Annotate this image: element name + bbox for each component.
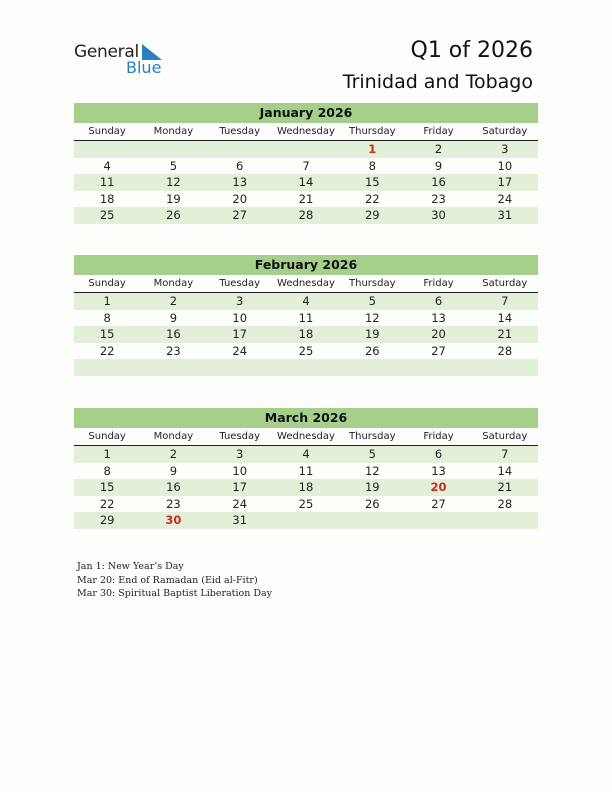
week-row: [74, 141, 538, 158]
day-cell: [273, 141, 339, 158]
day-cell: 29: [364, 208, 380, 223]
day-cell: 26: [364, 343, 380, 358]
day-cell: 24: [232, 496, 248, 511]
day-cell: [339, 512, 405, 529]
day-cell: 15: [364, 175, 380, 190]
day-cell: 4: [103, 158, 111, 173]
day-cell: 1: [368, 142, 377, 156]
weekday-label: Friday: [423, 431, 454, 442]
day-cell: 5: [368, 294, 376, 308]
day-cell: 2: [434, 142, 443, 156]
day-cell: 11: [99, 175, 115, 190]
day-cell: 13: [431, 463, 446, 478]
day-cell: 6: [236, 158, 244, 173]
day-cell: 21: [497, 480, 513, 495]
day-cell: 8: [368, 158, 376, 173]
day-cell: 1: [103, 447, 111, 461]
month-calendar: [74, 408, 538, 529]
day-cell: 28: [497, 496, 513, 511]
day-cell: 14: [497, 463, 513, 478]
week-row: [74, 191, 538, 208]
day-cell: [140, 141, 206, 158]
day-cell: 25: [99, 208, 115, 223]
day-cell: 11: [298, 310, 314, 325]
day-cell: 27: [232, 208, 248, 223]
day-cell: 9: [434, 158, 443, 173]
day-cell: 30: [431, 208, 446, 223]
day-cell: 27: [431, 496, 446, 511]
day-cell: 3: [236, 447, 244, 461]
holiday-item: Mar 20: End of Ramadan (Eid al-Fitr): [77, 574, 258, 586]
day-cell: [472, 359, 538, 376]
day-cell: [140, 359, 206, 376]
week-row: [74, 158, 538, 175]
weekday-label: Monday: [153, 278, 194, 289]
day-cell: [207, 359, 273, 376]
day-cell: 20: [232, 191, 248, 206]
day-cell: 16: [166, 327, 181, 342]
day-cell: 30: [165, 513, 182, 528]
day-cell: 15: [99, 327, 115, 342]
day-cell: 26: [166, 208, 181, 223]
day-cell: 5: [169, 158, 178, 173]
weekday-label: Monday: [153, 126, 194, 137]
day-cell: 16: [431, 175, 446, 190]
weekday-header-row: [74, 123, 538, 141]
weekday-label: Sunday: [88, 431, 126, 442]
day-cell: 5: [368, 447, 376, 461]
day-cell: 22: [99, 496, 115, 511]
logo: [74, 42, 174, 78]
weekday-label: Sunday: [88, 278, 126, 289]
day-cell: 23: [431, 191, 446, 206]
holiday-item: Mar 30: Spiritual Baptist Liberation Day: [77, 588, 273, 599]
day-cell: 10: [232, 310, 248, 325]
day-cell: 2: [169, 294, 178, 308]
logo-general-text: General: [74, 42, 139, 62]
day-cell: [207, 141, 273, 158]
day-cell: 8: [103, 310, 111, 325]
day-cell: 18: [298, 327, 314, 342]
holiday-list: [77, 560, 272, 601]
week-row: [74, 479, 538, 496]
day-cell: 1: [103, 294, 111, 308]
day-cell: 16: [166, 480, 181, 495]
month-title: March 2026: [74, 408, 538, 428]
week-row: [74, 496, 538, 513]
weekday-label: Wednesday: [277, 126, 335, 137]
weekday-label: Wednesday: [277, 431, 335, 442]
day-cell: 14: [497, 310, 513, 325]
day-cell: 6: [434, 294, 443, 308]
month-title: January 2026: [74, 103, 538, 123]
day-cell: 9: [169, 310, 178, 325]
page-title: Q1 of 2026: [410, 38, 533, 63]
day-cell: 24: [232, 343, 248, 358]
day-cell: 12: [166, 175, 181, 190]
weekday-header-row: [74, 428, 538, 446]
month-calendar: [74, 255, 538, 376]
week-row: [74, 207, 538, 224]
logo-blue-text: Blue: [126, 58, 162, 77]
day-cell: 19: [166, 191, 181, 206]
day-cell: [405, 512, 471, 529]
day-cell: 21: [298, 191, 314, 206]
day-cell: 10: [497, 158, 513, 173]
day-cell: 4: [302, 294, 310, 308]
day-cell: 19: [364, 480, 380, 495]
day-cell: 9: [169, 463, 178, 478]
day-cell: [472, 512, 538, 529]
week-row: [74, 310, 538, 327]
day-cell: 18: [298, 480, 314, 495]
day-cell: 4: [302, 447, 310, 461]
weekday-label: Saturday: [482, 431, 528, 442]
day-cell: 7: [501, 294, 509, 308]
week-row: [74, 326, 538, 343]
week-row: [74, 174, 538, 191]
weekday-label: Friday: [423, 126, 454, 137]
day-cell: 2: [169, 447, 178, 461]
day-cell: 12: [364, 310, 380, 325]
day-cell: 15: [99, 480, 115, 495]
weekday-label: Saturday: [482, 126, 528, 137]
country-name: Trinidad and Tobago: [342, 71, 533, 93]
day-cell: [273, 359, 339, 376]
day-cell: 19: [364, 327, 380, 342]
weekday-label: Tuesday: [219, 126, 261, 137]
day-cell: 13: [431, 310, 446, 325]
day-cell: 20: [431, 327, 446, 342]
weekday-label: Sunday: [88, 126, 126, 137]
weekday-label: Friday: [423, 278, 454, 289]
day-cell: 13: [232, 175, 248, 190]
day-cell: 22: [99, 343, 115, 358]
week-row: [74, 343, 538, 360]
day-cell: 14: [298, 175, 314, 190]
month-title: February 2026: [74, 255, 538, 275]
week-row: [74, 463, 538, 480]
day-cell: 31: [232, 513, 248, 528]
weekday-label: Thursday: [349, 431, 396, 442]
weekday-label: Thursday: [349, 126, 396, 137]
day-cell: [339, 359, 405, 376]
day-cell: 17: [232, 327, 248, 342]
month-calendar: [74, 103, 538, 224]
day-cell: 25: [298, 343, 314, 358]
day-cell: 10: [232, 463, 248, 478]
day-cell: 26: [364, 496, 380, 511]
day-cell: 8: [103, 463, 111, 478]
weekday-label: Thursday: [349, 278, 396, 289]
day-cell: 11: [298, 463, 314, 478]
day-cell: 18: [99, 191, 115, 206]
day-cell: [74, 359, 140, 376]
day-cell: 28: [497, 343, 513, 358]
day-cell: 28: [298, 208, 314, 223]
weekday-label: Tuesday: [219, 431, 261, 442]
week-row: [74, 446, 538, 463]
week-row: [74, 293, 538, 310]
day-cell: 23: [166, 496, 181, 511]
day-cell: 29: [99, 513, 115, 528]
day-cell: 7: [302, 158, 310, 173]
holiday-item: Jan 1: New Year’s Day: [77, 561, 184, 572]
day-cell: 25: [298, 496, 314, 511]
day-cell: [405, 359, 471, 376]
day-cell: [273, 512, 339, 529]
weekday-label: Saturday: [482, 278, 528, 289]
day-cell: [74, 141, 140, 158]
day-cell: 23: [166, 343, 181, 358]
day-cell: 20: [430, 480, 447, 495]
day-cell: 3: [236, 294, 244, 308]
week-row: [74, 512, 538, 529]
day-cell: 31: [497, 208, 513, 223]
day-cell: 24: [497, 191, 513, 206]
weekday-label: Wednesday: [277, 278, 335, 289]
weekday-label: Tuesday: [219, 278, 261, 289]
day-cell: 21: [497, 327, 513, 342]
day-cell: 12: [364, 463, 380, 478]
week-row: [74, 359, 538, 376]
day-cell: 22: [364, 191, 380, 206]
day-cell: 7: [501, 447, 509, 461]
weekday-label: Monday: [153, 431, 194, 442]
day-cell: 3: [501, 142, 509, 156]
day-cell: 27: [431, 343, 446, 358]
weekday-header-row: [74, 275, 538, 293]
day-cell: 6: [434, 447, 443, 461]
day-cell: 17: [232, 480, 248, 495]
day-cell: 17: [497, 175, 513, 190]
